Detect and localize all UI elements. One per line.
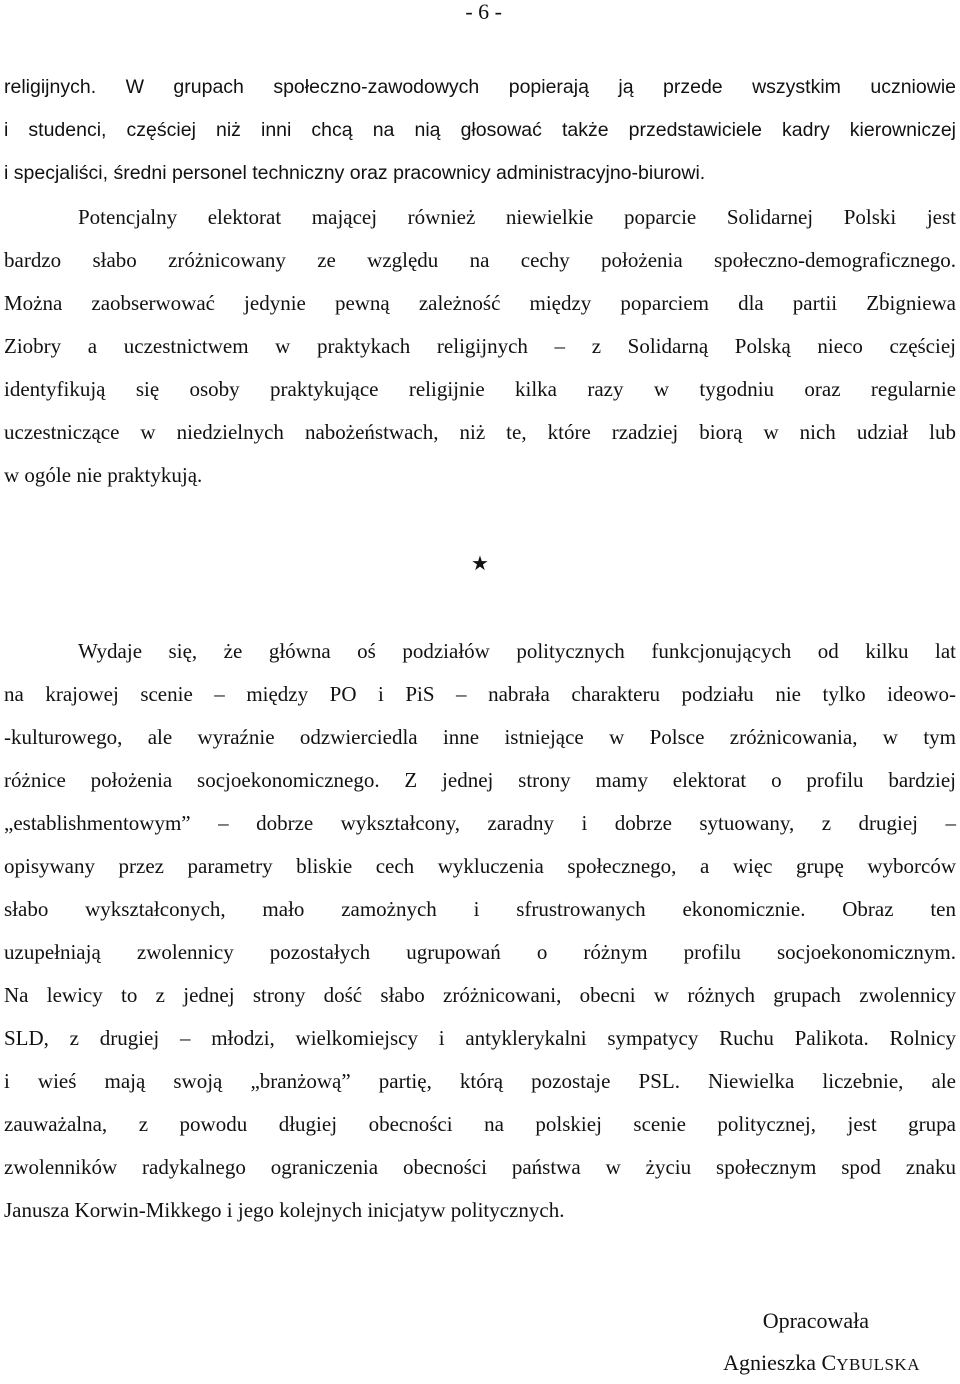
text-line: na krajowej scenie – między PO i PiS – nabrała charakteru podziału nie tylko ideowo- <box>4 682 956 706</box>
signature-surname-rest: YBULSKA <box>836 1355 920 1374</box>
text-line: Można zaobserwować jedynie pewną zależność między poparciem dla partii Zbigniewa <box>4 291 956 315</box>
text-line: Janusza Korwin-Mikkego i jego kolejnych inicjatyw politycznych. <box>4 1198 565 1222</box>
text-line: Na lewicy to z jednej strony dość słabo zróżnicowani, obecni w różnych grupach zwolennicy <box>4 983 956 1007</box>
text-line: zauważalna, z powodu długiej obecności na polskiej scenie politycznej, jest grupa <box>4 1112 956 1136</box>
text-line: słabo wykształconych, mało zamożnych i sfrustrowanych ekonomicznie. Obraz ten <box>4 897 956 921</box>
text-line: i wieś mają swoją „branżową” partię, którą pozostaje PSL. Niewielka liczebnie, ale <box>4 1069 956 1093</box>
page-number: - 6 - <box>465 0 502 24</box>
paragraph-solidarna-polska <box>4 196 956 497</box>
text-line: w ogóle nie praktykują. <box>4 463 203 487</box>
star-separator-icon: ★ <box>471 553 489 575</box>
text-line: i studenci, częściej niż inni chcą na nią głosować także przedstawiciele kadry kierowniczej <box>4 119 956 141</box>
text-line: „establishmentowym” – dobrze wykształcony, zaradny i dobrze sytuowany, z drugiej – <box>4 811 956 835</box>
text-line: i specjaliści, średni personel techniczny oraz pracownicy administracyjno-biurowi. <box>4 162 706 184</box>
text-line: uczestniczące w niedzielnych nabożeństwach, niż te, które rzadziej biorą w nich udział lub <box>4 420 956 444</box>
signature-role: Opracowała <box>762 1308 869 1333</box>
text-line: Ziobry a uczestnictwem w praktykach religijnych – z Solidarną Polską nieco częściej <box>4 334 956 358</box>
signature-first-name: Agnieszka <box>723 1350 817 1375</box>
text-line: bardzo słabo zróżnicowany ze względu na cechy położenia społeczno-demograficznego. <box>4 248 956 272</box>
text-line: Potencjalny elektorat mającej również niewielkie poparcie Solidarnej Polski jest <box>78 205 956 229</box>
text-line: uzupełniają zwolennicy pozostałych ugrupowań o różnym profilu socjoekonomicznym. <box>4 940 956 964</box>
paragraph-summary <box>4 630 956 1232</box>
signature-surname <box>822 1350 920 1375</box>
signature-name <box>723 1350 920 1376</box>
text-line: zwolenników radykalnego ograniczenia obecności państwa w życiu społecznym spod znaku <box>4 1155 956 1179</box>
signature-surname-initial: C <box>821 1350 837 1375</box>
text-line: -kulturowego, ale wyraźnie odzwierciedla inne istniejące w Polsce zróżnicowania, w tym <box>4 725 956 749</box>
text-line: opisywany przez parametry bliskie cech wykluczenia społecznego, a więc grupę wyborców <box>4 854 956 878</box>
text-line: Wydaje się, że główna oś podziałów politycznych funkcjonujących od kilku lat <box>78 639 956 663</box>
paragraph-continuation <box>4 66 956 195</box>
text-line: różnice położenia socjoekonomicznego. Z jednej strony mamy elektorat o profilu bardziej <box>4 768 956 792</box>
text-line: religijnych. W grupach społeczno-zawodowych popierają ją przede wszystkim uczniowie <box>4 76 956 98</box>
text-line: SLD, z drugiej – młodzi, wielkomiejscy i antyklerykalni sympatycy Ruchu Palikota. Rolnicy <box>4 1026 956 1050</box>
text-line: identyfikują się osoby praktykujące religijnie kilka razy w tygodniu oraz regularnie <box>4 377 956 401</box>
